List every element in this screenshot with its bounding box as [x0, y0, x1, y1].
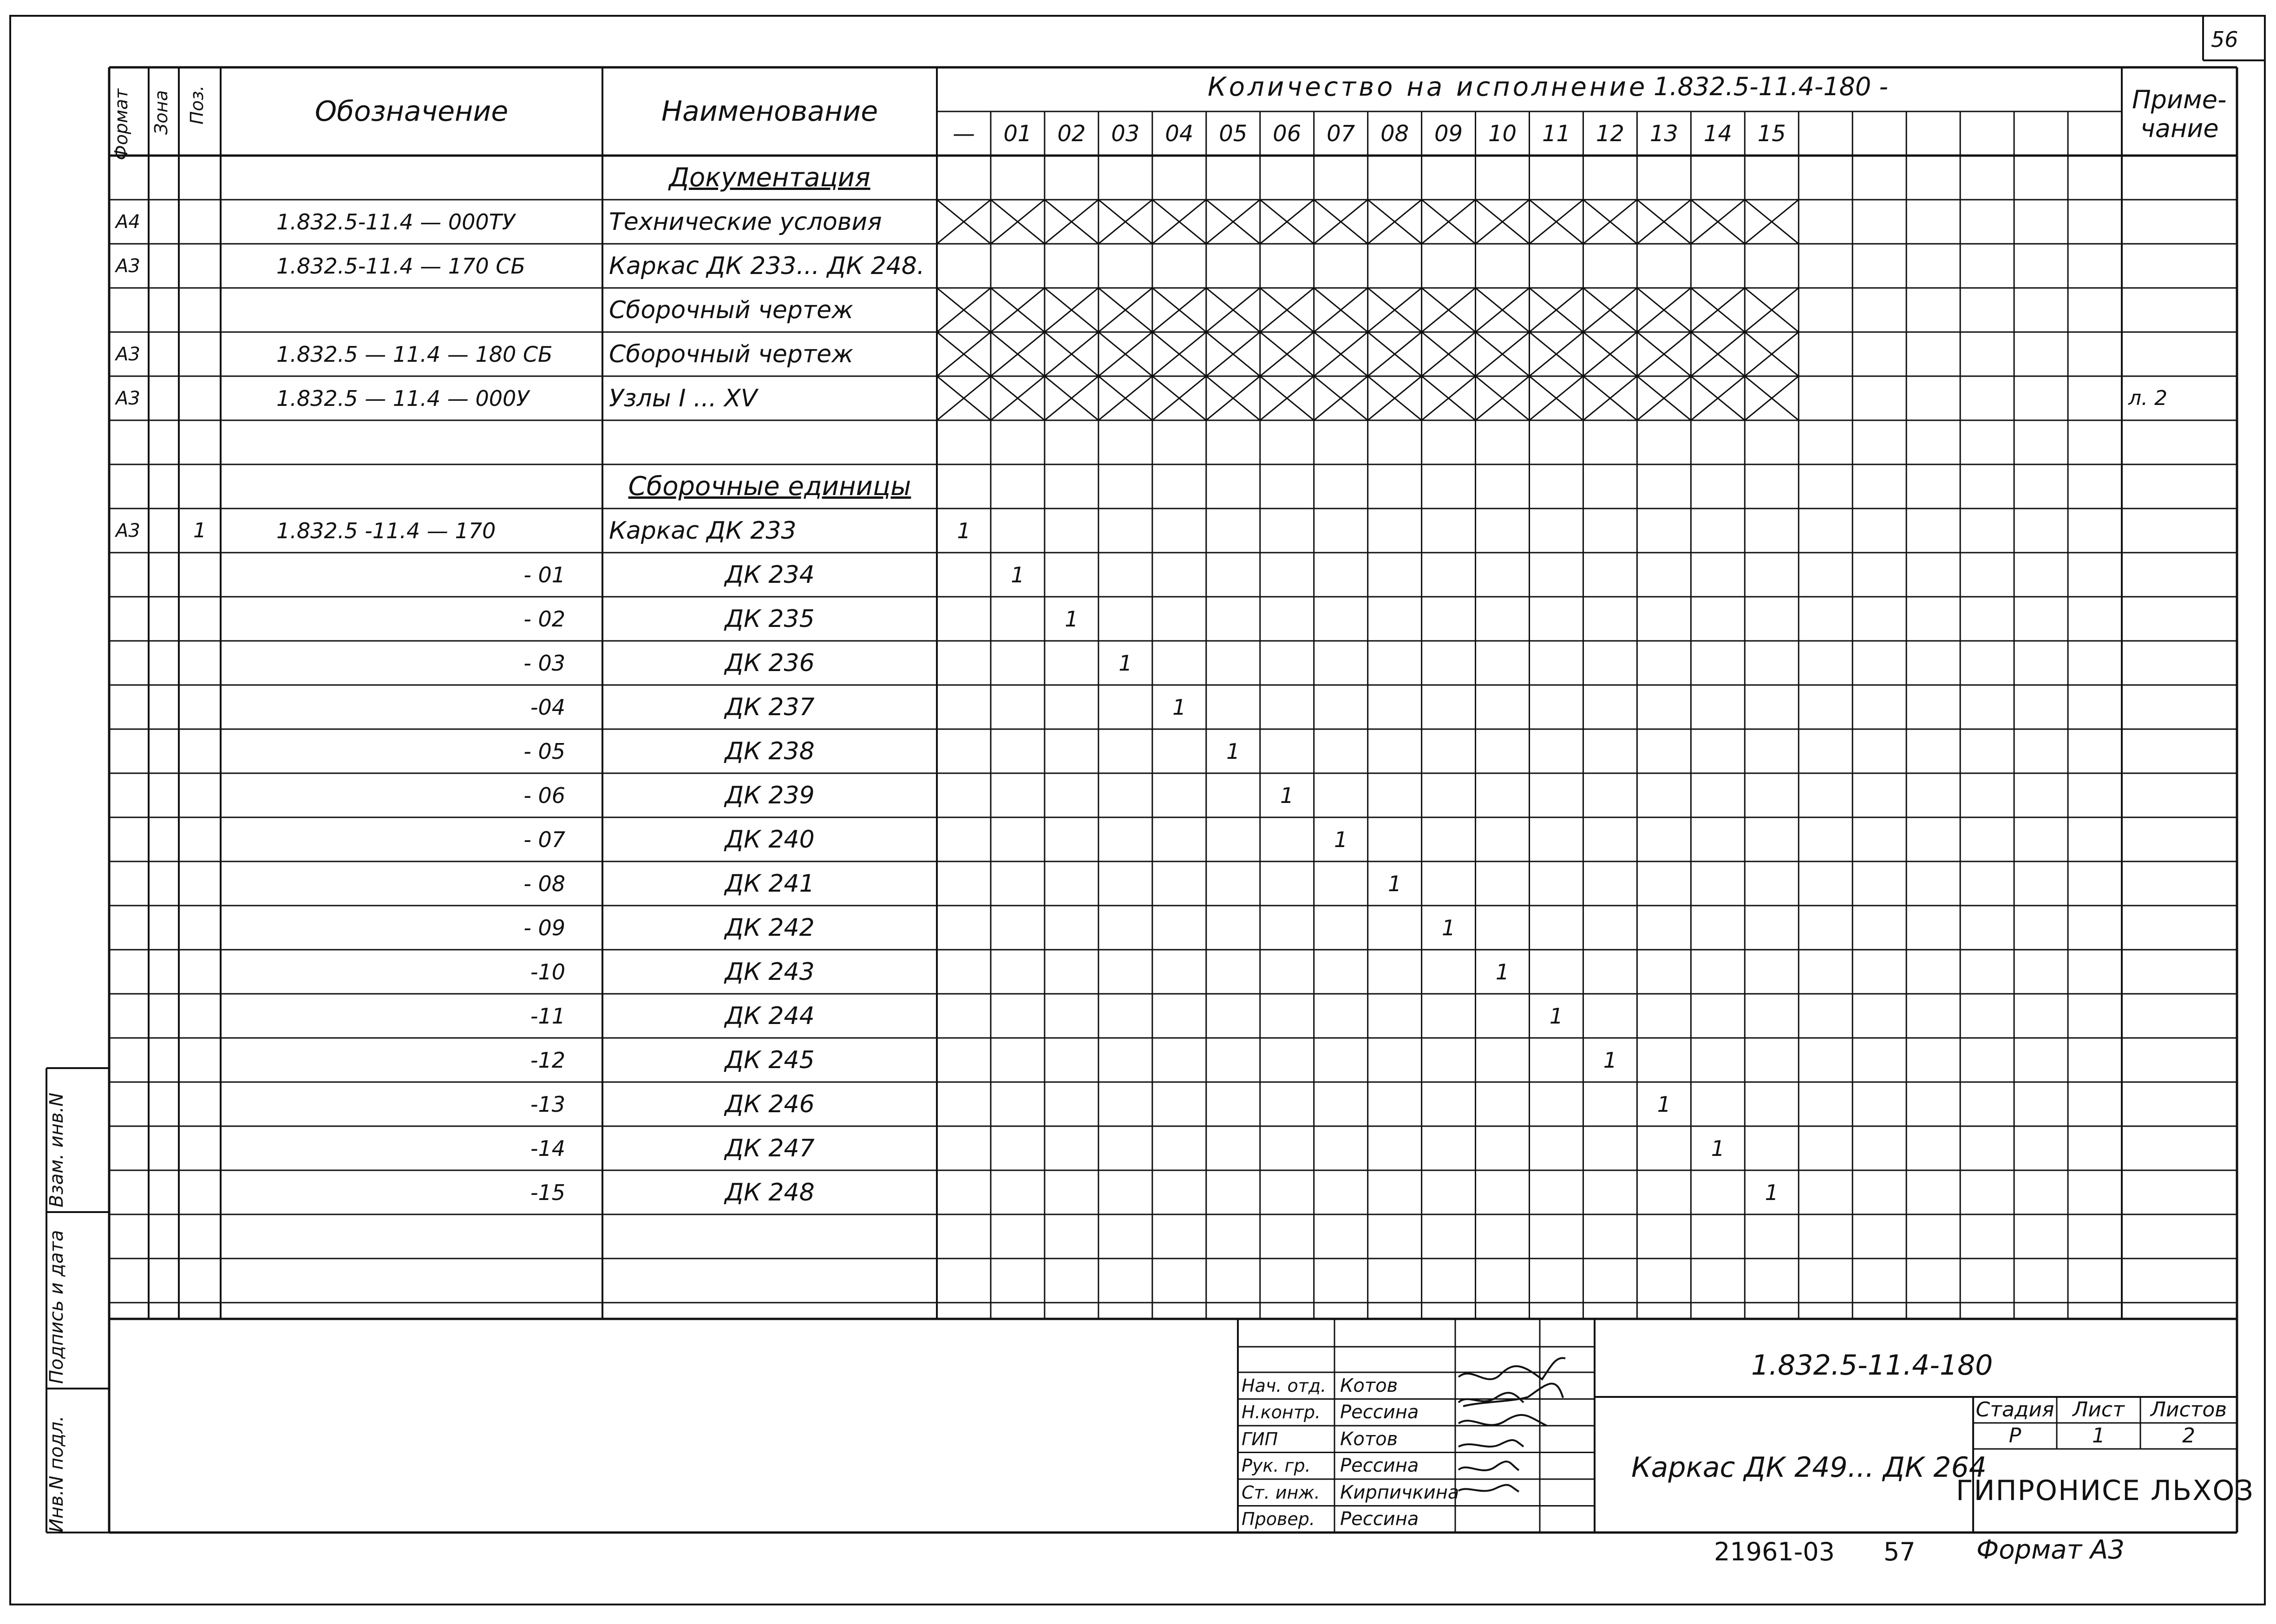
quantity-value: 1 — [1011, 562, 1025, 587]
signatory-role: Провер. — [1242, 1509, 1315, 1530]
row-designation: -14 — [530, 1135, 565, 1161]
stage-value: Р — [2008, 1424, 2021, 1448]
quantity-value: 1 — [1065, 606, 1079, 632]
variant-header: 10 — [1488, 120, 1517, 147]
doc-code: 1.832.5-11.4-180 — [1751, 1349, 1993, 1382]
variant-header: 13 — [1649, 120, 1678, 147]
signatory-role: Нач. отд. — [1242, 1375, 1327, 1396]
organization: ГИПРОНИСЕ ЛЬХОЗ — [1956, 1474, 2254, 1507]
quantity-value: 1 — [1334, 827, 1348, 852]
row-format: А3 — [116, 255, 140, 277]
quantity-value: 1 — [1549, 1003, 1563, 1029]
variant-header: 04 — [1165, 120, 1194, 147]
header-pos: Поз. — [187, 85, 207, 124]
quantity-value: 1 — [1172, 694, 1186, 720]
row-name: ДК 243 — [725, 958, 815, 986]
row-designation: - 08 — [523, 871, 565, 896]
row-name: ДК 238 — [725, 737, 815, 765]
row-designation: - 02 — [523, 606, 565, 632]
header-quantity-code: 1.832.5-11.4-180 - — [1654, 72, 1889, 101]
row-designation: 1.832.5-11.4 — 170 СБ — [276, 253, 525, 279]
sheet-value: 1 — [2092, 1424, 2105, 1448]
quantity-value: 1 — [957, 518, 971, 543]
variant-header: 03 — [1111, 120, 1140, 147]
row-format: А3 — [116, 343, 140, 365]
row-format: А3 — [116, 520, 140, 541]
quantity-value: 1 — [1118, 650, 1132, 676]
row-format: А3 — [116, 387, 140, 409]
sheet-label: Лист — [2073, 1398, 2125, 1422]
quantity-value: 1 — [1495, 959, 1510, 985]
format-label: Формат А3 — [1976, 1535, 2125, 1565]
row-name: Сборочный чертеж — [609, 296, 853, 324]
header-format: Формат — [111, 88, 131, 160]
row-designation: - 05 — [523, 738, 565, 764]
variant-header: 05 — [1219, 120, 1248, 147]
header-note-line2: чание — [2140, 114, 2219, 143]
quantity-value: 1 — [1603, 1047, 1617, 1073]
signatory-name: Рессина — [1340, 1455, 1419, 1477]
row-name: ДК 244 — [725, 1002, 815, 1030]
signatory-name: Кирпичкина — [1340, 1481, 1459, 1503]
variant-header: 07 — [1327, 120, 1355, 147]
variant-header: 02 — [1057, 120, 1086, 147]
row-name: ДК 241 — [725, 869, 815, 898]
variant-header: 01 — [1003, 120, 1032, 147]
signatory-role: Ст. инж. — [1242, 1482, 1320, 1503]
header-zone: Зона — [151, 90, 171, 135]
row-designation: - 07 — [523, 827, 565, 852]
stage-label: Стадия — [1975, 1398, 2054, 1422]
row-name: ДК 248 — [725, 1178, 815, 1207]
row-name: Сборочные единицы — [628, 471, 911, 502]
variant-header: 06 — [1273, 120, 1302, 147]
row-name: Документация — [669, 162, 870, 193]
row-name: ДК 247 — [725, 1134, 815, 1162]
row-name: ДК 236 — [725, 649, 815, 677]
quantity-value: 1 — [1280, 783, 1294, 808]
signatory-name: Котов — [1340, 1428, 1398, 1450]
row-designation: 1.832.5-11.4 — 000ТУ — [276, 209, 515, 235]
row-name: ДК 246 — [725, 1090, 815, 1118]
quantity-value: 1 — [1387, 871, 1402, 896]
signatory-name: Рессина — [1340, 1402, 1419, 1423]
row-note: л. 2 — [2128, 386, 2168, 410]
row-designation: - 03 — [523, 650, 565, 676]
row-format: А4 — [116, 211, 140, 233]
signatory-role: Рук. гр. — [1242, 1455, 1311, 1476]
row-name: ДК 234 — [725, 561, 815, 589]
row-name: Сборочный чертеж — [609, 340, 853, 368]
row-name: Каркас ДК 233... ДК 248. — [609, 252, 925, 280]
doc-title: Каркас ДК 249... ДК 264 — [1631, 1451, 1987, 1484]
row-name: Каркас ДК 233 — [609, 516, 797, 545]
row-designation: -10 — [530, 959, 565, 985]
signatory-role: Н.контр. — [1242, 1402, 1321, 1423]
row-designation: 1.832.5 — 11.4 — 180 СБ — [276, 341, 553, 367]
header-designation: Обозначение — [314, 95, 509, 128]
header-name: Наименование — [661, 95, 878, 128]
variant-header: 08 — [1380, 120, 1409, 147]
row-designation: 1.832.5 — 11.4 — 000У — [276, 385, 530, 411]
signatory-name: Котов — [1340, 1375, 1398, 1396]
row-position: 1 — [193, 518, 206, 542]
header-quantity-title: Количество на исполнение — [1208, 72, 1648, 102]
row-designation: -11 — [530, 1003, 565, 1029]
row-designation: -04 — [530, 694, 565, 720]
side-stamp-inv-no: Инв.N подл. — [46, 1415, 67, 1533]
row-name: ДК 237 — [725, 693, 815, 721]
row-designation: - 06 — [523, 783, 565, 808]
row-designation: -15 — [530, 1180, 565, 1205]
quantity-value: 1 — [1711, 1135, 1725, 1161]
row-designation: 1.832.5 -11.4 — 170 — [276, 518, 496, 543]
signatory-name: Рессина — [1340, 1508, 1419, 1530]
row-name: Технические условия — [609, 208, 882, 236]
row-name: ДК 239 — [725, 781, 815, 809]
quantity-value: 1 — [1765, 1180, 1779, 1205]
variant-header: 14 — [1703, 120, 1732, 147]
row-designation: -12 — [530, 1047, 565, 1073]
variant-header: — — [952, 120, 975, 147]
page-number: 56 — [2211, 27, 2238, 52]
variant-header: 15 — [1757, 120, 1786, 147]
row-designation: - 01 — [523, 562, 565, 587]
row-name: ДК 240 — [725, 825, 815, 854]
row-name: Узлы I ... XV — [609, 384, 758, 412]
row-name: ДК 242 — [725, 913, 815, 942]
side-stamp-signature-date: Подпись и дата — [46, 1230, 67, 1384]
variant-header: 12 — [1596, 120, 1624, 147]
signatory-role: ГИП — [1242, 1428, 1278, 1449]
quantity-value: 1 — [1657, 1091, 1671, 1117]
sheets-value: 2 — [2182, 1424, 2195, 1448]
quantity-value: 1 — [1226, 738, 1240, 764]
archive-number: 21961-03 — [1714, 1537, 1835, 1566]
row-designation: -13 — [530, 1091, 565, 1117]
row-designation: - 09 — [523, 915, 565, 940]
row-name: ДК 245 — [725, 1046, 815, 1074]
row-name: ДК 235 — [725, 605, 815, 633]
side-stamp-replace-inv: Взам. инв.N — [46, 1092, 67, 1207]
quantity-value: 1 — [1441, 915, 1456, 940]
variant-header: 11 — [1542, 120, 1571, 147]
sheets-label: Листов — [2150, 1398, 2227, 1422]
header-note-line1: Приме- — [2132, 85, 2227, 114]
variant-header: 09 — [1434, 120, 1463, 147]
archive-page: 57 — [1884, 1537, 1916, 1566]
